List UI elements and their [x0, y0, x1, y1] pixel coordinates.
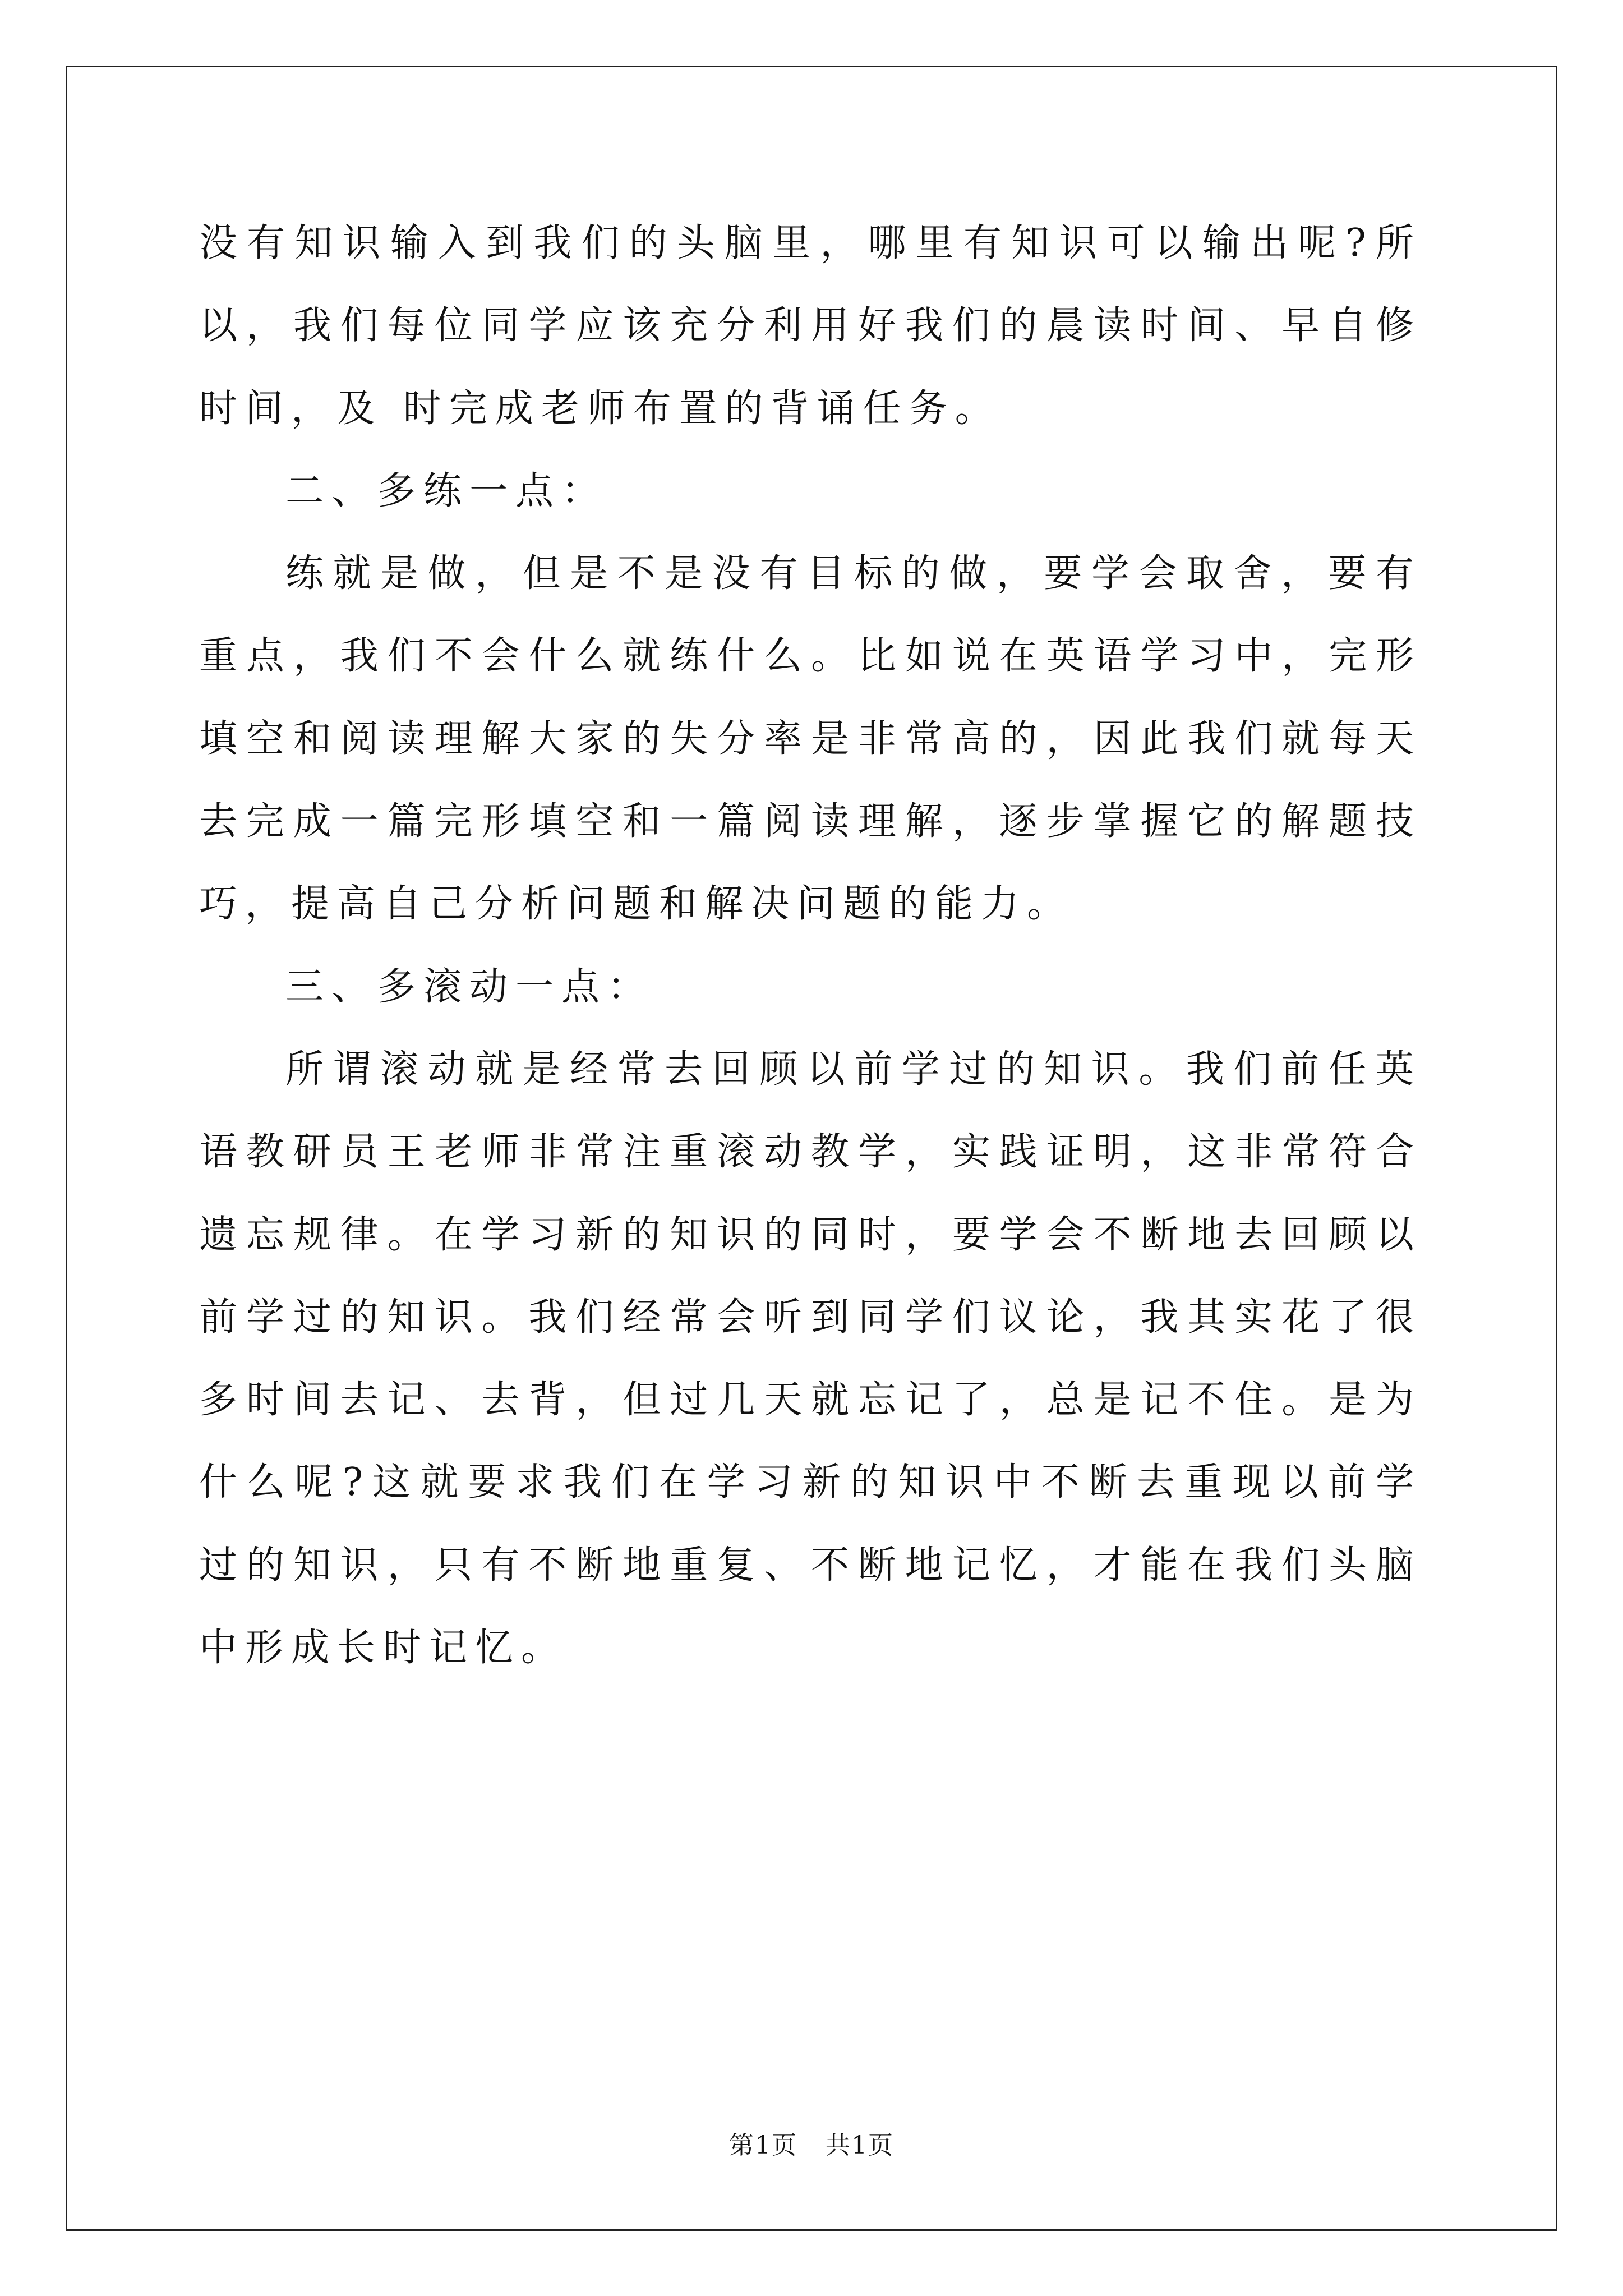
paragraph: 练就是做，但是不是没有目标的做，要学会取舍，要有重点，我们不会什么就练什么。比如说在英语学习中，完形填空和阅读理解大家的失分率是非常高的，因此我们就每天去完成一篇完形填空和一篇阅读理解，逐步掌握它的解题技巧，提高自己分析问题和解决问题的能力。 [199, 551, 1422, 927]
page-number: 第1页 [729, 2131, 797, 2160]
paragraph: 所谓滚动就是经常去回顾以前学过的知识。我们前任英语教研员王老师非常注重滚动教学，实践证明，这非常符合遗忘规律。在学习新的知识的同时，要学会不断地去回顾以前学过的知识。我们经常会听到同学们议论，我其实花了很多时间去记、去背，但过几天就忘记了，总是记不住。是为什么呢?这就要求我们在学习新的知识中不断去重现以前学过的知识，只有不断地重复、不断地记忆，才能在我们头脑中形成长时记忆。 [199, 1047, 1422, 1671]
section-heading: 二、多练一点： [285, 468, 608, 513]
paragraph: 没有知识输入到我们的头脑里，哪里有知识可以输出呢?所以，我们每位同学应该充分利用好我们的晨读时间、早自修时间，及 时完成老师布置的背诵任务。 [199, 221, 1422, 431]
section-heading: 三、多滚动一点： [285, 964, 654, 1009]
page-total: 共1页 [826, 2131, 894, 2160]
document-body [199, 202, 1422, 1689]
page-footer [0, 2125, 1623, 2161]
